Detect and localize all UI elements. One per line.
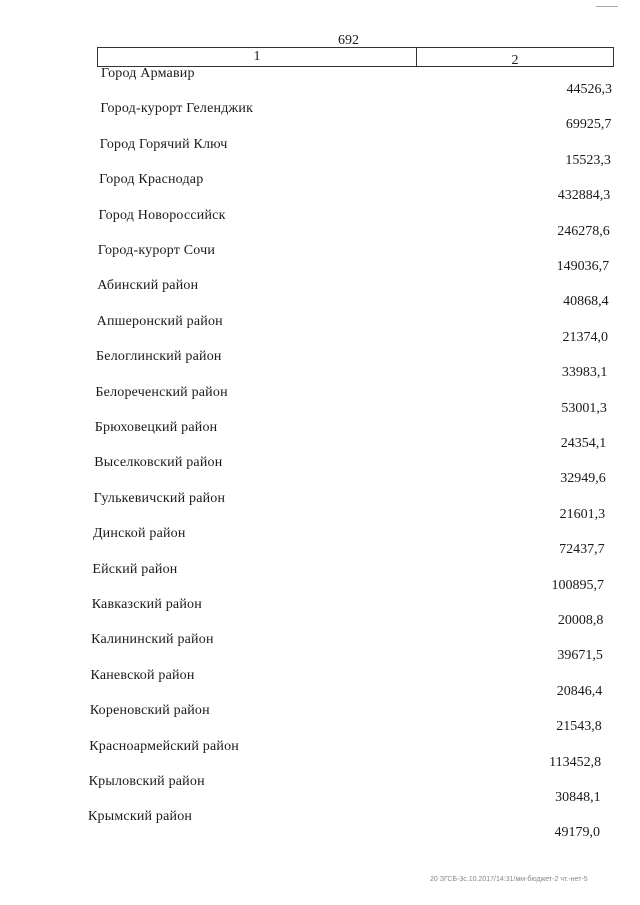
table-row xyxy=(0,349,640,383)
table-row xyxy=(0,314,640,348)
row-name: Красноармейский район xyxy=(89,738,239,754)
table-row xyxy=(0,809,640,843)
row-value: 40868,4 xyxy=(563,294,609,310)
row-name: Город-курорт Геленджик xyxy=(100,101,254,117)
row-value: 39671,5 xyxy=(557,648,603,664)
table-row xyxy=(0,243,640,277)
row-value: 21374,0 xyxy=(562,329,608,345)
row-name: Крыловский район xyxy=(88,774,205,789)
table-row xyxy=(0,385,640,419)
row-value: 30848,1 xyxy=(555,790,601,805)
row-value: 432884,3 xyxy=(557,188,611,204)
row-value: 33983,1 xyxy=(561,365,608,381)
row-name: Ейский район xyxy=(92,561,178,577)
table-row xyxy=(0,562,640,596)
row-value: 24354,1 xyxy=(560,436,607,451)
row-name: Динской район xyxy=(92,526,186,542)
footer-note: 20 ЗГСБ-3с.10.2017/14:31/мм-бюджет-2 чт.-нет-5 xyxy=(430,876,588,883)
table-row xyxy=(0,491,640,525)
row-value: 44526,3 xyxy=(566,82,612,97)
row-value: 100895,7 xyxy=(551,577,604,593)
row-name: Город Армавир xyxy=(101,66,195,81)
row-value: 21543,8 xyxy=(556,719,602,735)
table-row xyxy=(0,137,640,171)
page-number: 692 xyxy=(338,33,359,48)
row-name: Белореченский район xyxy=(95,384,228,400)
table-row xyxy=(0,420,640,454)
table-row xyxy=(0,101,640,135)
row-value: 72437,7 xyxy=(559,542,605,558)
row-value: 20846,4 xyxy=(556,683,603,699)
row-name: Апшеронский район xyxy=(96,313,223,329)
row-name: Кореновский район xyxy=(89,703,210,719)
row-name: Белоглинский район xyxy=(96,349,222,365)
row-name: Город Горячий Ключ xyxy=(99,136,228,152)
row-value: 15523,3 xyxy=(565,152,611,168)
row-value: 20008,8 xyxy=(557,613,604,628)
row-name: Город Краснодар xyxy=(99,172,204,188)
table-row xyxy=(0,739,640,773)
row-name: Абинский район xyxy=(97,278,199,294)
row-value: 53001,3 xyxy=(561,400,607,416)
row-name: Город Новороссийск xyxy=(98,207,226,223)
table-row xyxy=(0,774,640,808)
table-row xyxy=(0,208,640,242)
row-value: 69925,7 xyxy=(565,117,612,133)
row-name: Кавказский район xyxy=(91,597,202,612)
row-value: 246278,6 xyxy=(557,223,610,239)
table-row xyxy=(0,278,640,312)
table-row xyxy=(0,526,640,560)
table-row xyxy=(0,632,640,666)
row-value: 149036,7 xyxy=(556,259,610,274)
row-name: Каневской район xyxy=(90,667,195,683)
row-value: 21601,3 xyxy=(559,506,606,522)
table-row xyxy=(0,703,640,737)
table-row xyxy=(0,668,640,702)
table-header xyxy=(97,47,614,67)
row-name: Брюховецкий район xyxy=(94,420,218,435)
corner-mark xyxy=(596,6,618,7)
header-col-2: 2 xyxy=(511,53,519,68)
row-name: Крымский район xyxy=(88,809,193,825)
table-row xyxy=(0,597,640,631)
row-value: 113452,8 xyxy=(549,754,602,770)
header-col-1: 1 xyxy=(98,48,417,66)
row-value: 49179,0 xyxy=(554,825,600,841)
row-name: Калининский район xyxy=(91,632,214,648)
table-row xyxy=(0,455,640,489)
row-name: Город-курорт Сочи xyxy=(97,243,216,258)
row-name: Выселковский район xyxy=(94,455,223,471)
row-value: 32949,6 xyxy=(560,471,606,487)
row-name: Гулькевичский район xyxy=(93,490,226,506)
table-row xyxy=(0,172,640,206)
table-row xyxy=(0,66,640,100)
